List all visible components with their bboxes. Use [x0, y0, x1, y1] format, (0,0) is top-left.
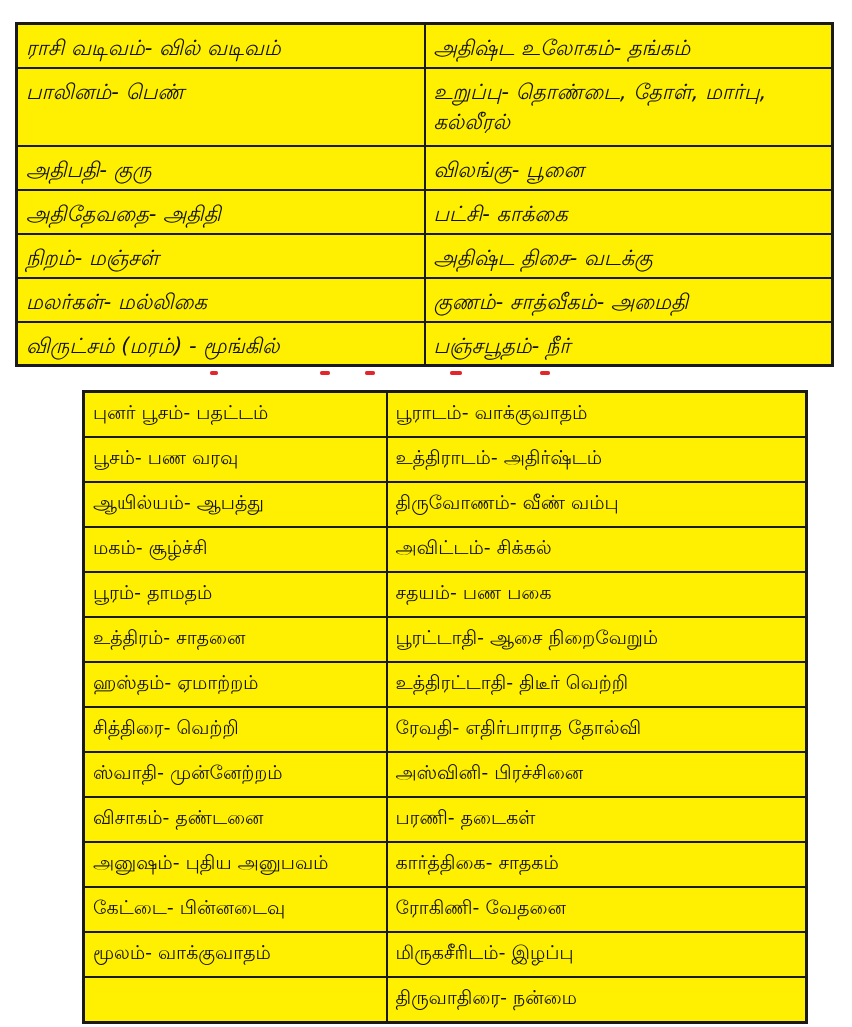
table-cell: குணம்- சாத்வீகம்- அமைதி — [425, 278, 833, 322]
table-cell: ரேவதி- எதிர்பாராத தோல்வி — [387, 707, 807, 752]
table-cell: பாலினம்- பெண் — [17, 68, 425, 146]
table-cell: மூலம்- வாக்குவாதம் — [84, 932, 387, 977]
table-cell: விசாகம்- தண்டனை — [84, 797, 387, 842]
table-row — [17, 322, 833, 366]
table-cell: பரணி- தடைகள் — [387, 797, 807, 842]
table-row — [84, 662, 807, 707]
table-cell: அதிஷ்ட உலோகம்- தங்கம் — [425, 24, 833, 68]
table-cell: விலங்கு- பூனை — [425, 146, 833, 190]
table-cell: திருவாதிரை- நன்மை — [387, 977, 807, 1023]
table-cell: ராசி வடிவம்- வில் வடிவம் — [17, 24, 425, 68]
table-row — [84, 707, 807, 752]
table-row — [84, 572, 807, 617]
table-cell: அதிதேவதை- அதிதி — [17, 190, 425, 234]
table-cell: அதிபதி- குரு — [17, 146, 425, 190]
table-cell: கேட்டை- பின்னடைவு — [84, 887, 387, 932]
table-row — [84, 482, 807, 527]
table-row — [84, 617, 807, 662]
table-row — [17, 278, 833, 322]
table-cell: பூராடம்- வாக்குவாதம் — [387, 392, 807, 438]
table-cell: உத்திரட்டாதி- திடீர் வெற்றி — [387, 662, 807, 707]
table-row — [84, 887, 807, 932]
table-row — [17, 68, 833, 146]
table-cell: பட்சி- காக்கை — [425, 190, 833, 234]
table-cell: ஸ்வாதி- முன்னேற்றம் — [84, 752, 387, 797]
table-cell: சித்திரை- வெற்றி — [84, 707, 387, 752]
table-cell: பஞ்சபூதம்- நீர் — [425, 322, 833, 366]
table-cell: ஹஸ்தம்- ஏமாற்றம் — [84, 662, 387, 707]
table-cell: சதயம்- பண பகை — [387, 572, 807, 617]
nakshatra-results-table — [82, 390, 808, 1024]
table-cell: ஆயில்யம்- ஆபத்து — [84, 482, 387, 527]
table-row — [17, 24, 833, 68]
table-cell: உத்திரம்- சாதனை — [84, 617, 387, 662]
table-cell: மலர்கள்- மல்லிகை — [17, 278, 425, 322]
table-cell: அனுஷம்- புதிய அனுபவம் — [84, 842, 387, 887]
table-row — [84, 437, 807, 482]
zodiac-attributes-table — [15, 22, 834, 367]
table-cell: உத்திராடம்- அதிர்ஷ்டம் — [387, 437, 807, 482]
table-cell: அவிட்டம்- சிக்கல் — [387, 527, 807, 572]
red-decoration — [200, 371, 560, 379]
table-row — [17, 234, 833, 278]
table-row — [84, 392, 807, 438]
table-cell: விருட்சம் (மரம்) - மூங்கில் — [17, 322, 425, 366]
table-row — [84, 842, 807, 887]
table-row — [17, 190, 833, 234]
table-cell: உறுப்பு- தொண்டை, தோள், மார்பு, கல்லீரல் — [425, 68, 833, 146]
table-row — [84, 752, 807, 797]
table-row — [84, 527, 807, 572]
table-cell: ரோகிணி- வேதனை — [387, 887, 807, 932]
table-cell: பூசம்- பண வரவு — [84, 437, 387, 482]
table-cell: புனர் பூசம்- பதட்டம் — [84, 392, 387, 438]
table-cell: பூரம்- தாமதம் — [84, 572, 387, 617]
table-row — [84, 932, 807, 977]
table-cell: அதிஷ்ட திசை- வடக்கு — [425, 234, 833, 278]
table-cell — [84, 977, 387, 1023]
table-cell: திருவோணம்- வீண் வம்பு — [387, 482, 807, 527]
table-cell: நிறம்- மஞ்சள் — [17, 234, 425, 278]
table-cell: பூரட்டாதி- ஆசை நிறைவேறும் — [387, 617, 807, 662]
table-row — [84, 977, 807, 1023]
table-row — [17, 146, 833, 190]
table-cell: மகம்- சூழ்ச்சி — [84, 527, 387, 572]
table-cell: அஸ்வினி- பிரச்சினை — [387, 752, 807, 797]
table-cell: கார்த்திகை- சாதகம் — [387, 842, 807, 887]
table-row — [84, 797, 807, 842]
table-cell: மிருகசீரிடம்- இழப்பு — [387, 932, 807, 977]
